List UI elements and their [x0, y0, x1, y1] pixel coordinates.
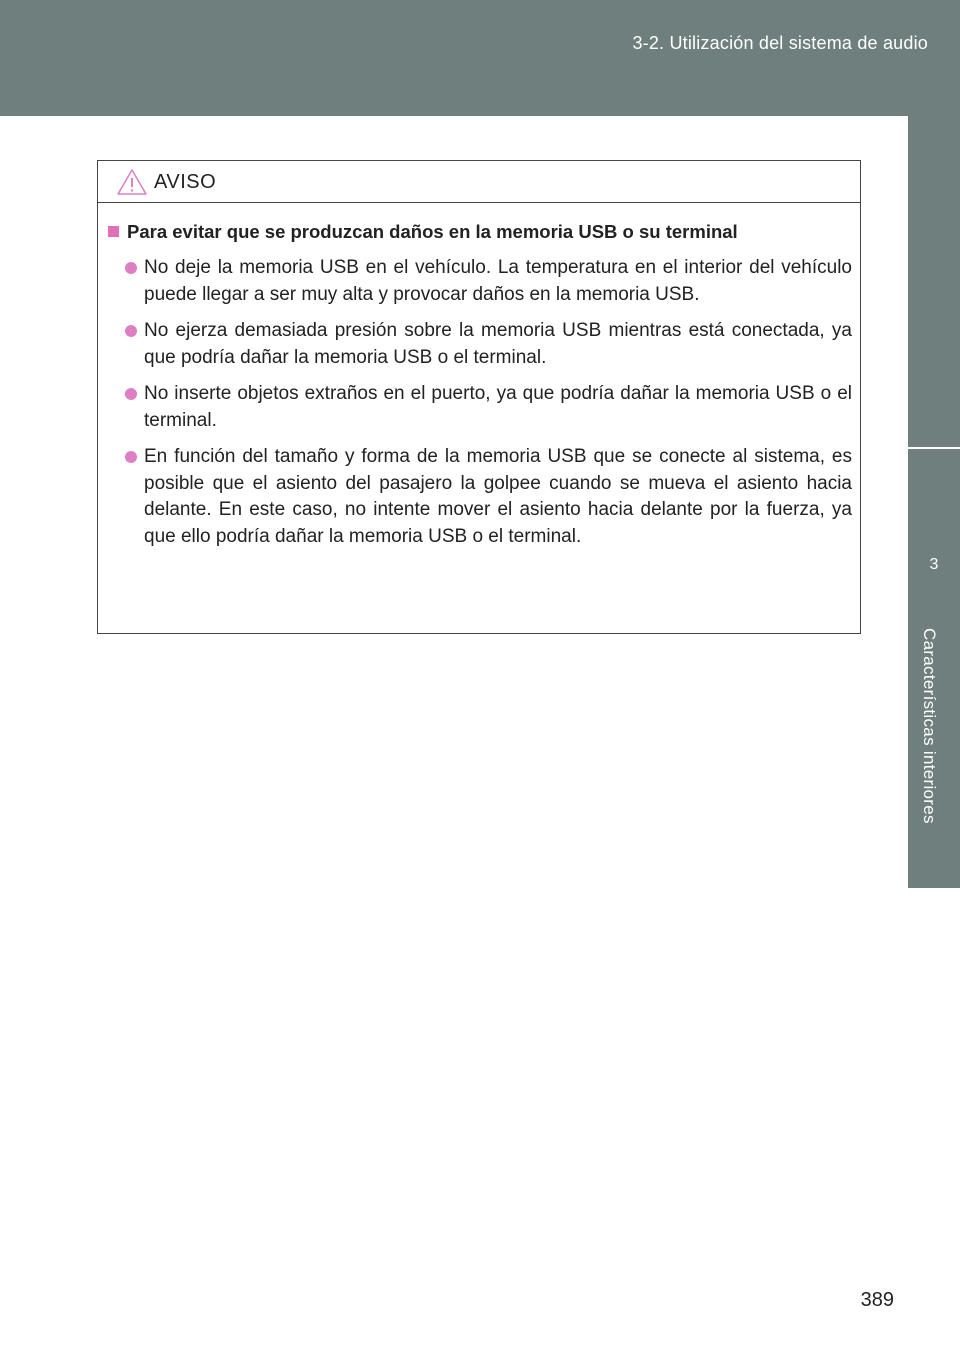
bullet-dot-icon [125, 451, 137, 463]
page-number: 389 [860, 1289, 894, 1311]
chapter-tab-divider [908, 447, 960, 449]
list-item-text: En función del tamaño y forma de la memoria USB que se conecte al sistema, es posible que el asiento del pasajero la golpee cuando se mueva el asiento hacia delante. En este caso, no intente mover el asiento hacia delante por la fuerza, ya que ello podría dañar la memoria USB o el terminal. [144, 446, 852, 547]
chapter-number: 3 [929, 556, 939, 573]
list-item-text: No inserte objetos extraños en el puerto, ya que podría dañar la memoria USB o el terminal. [144, 383, 852, 431]
list-item [98, 255, 860, 308]
warning-list [98, 255, 860, 560]
warning-title: AVISO [154, 171, 217, 193]
warning-triangle-icon [116, 168, 148, 196]
warning-header [98, 161, 860, 203]
bullet-dot-icon [125, 262, 137, 274]
warning-heading [108, 221, 846, 243]
list-item [98, 318, 860, 371]
bullet-dot-icon [125, 388, 137, 400]
list-item [98, 381, 860, 434]
bullet-dot-icon [125, 325, 137, 337]
list-item [98, 444, 860, 550]
warning-box [97, 160, 861, 634]
square-bullet-icon [108, 226, 119, 237]
warning-heading-text: Para evitar que se produzcan daños en la memoria USB o su terminal [127, 221, 738, 242]
header-bar [0, 0, 960, 116]
list-item-text: No deje la memoria USB en el vehículo. La temperatura en el interior del vehículo puede llegar a ser muy alta y provocar daños en la memoria USB. [144, 257, 852, 305]
section-title: 3-2. Utilización del sistema de audio [632, 33, 928, 53]
chapter-label: Características interiores [920, 628, 939, 824]
list-item-text: No ejerza demasiada presión sobre la memoria USB mientras está conectada, ya que podría dañar la memoria USB o el terminal. [144, 320, 852, 368]
